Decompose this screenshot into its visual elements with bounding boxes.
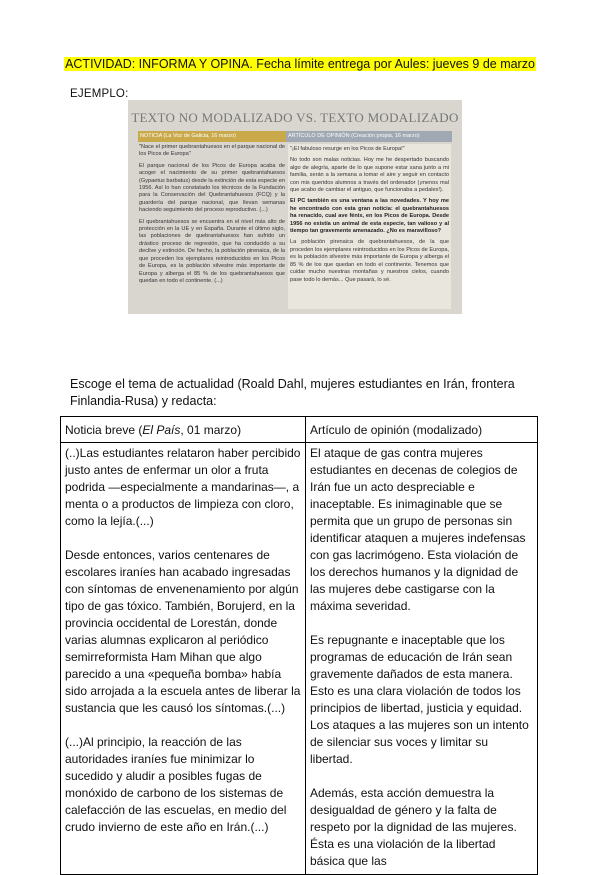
example-left-paragraph: El quebrantahuesos se encuentra en el nivel más alto de protección en la UE y en España. Durante el último siglo, las poblaciones de quebrantahuesos han sufrido un drástico proceso de regresión, que ha conducido a su declive y extinción. De hecho, la población pirenaica, de la que proceden los ejemplares reintroducidos en los Picos de Europa, es la población silvestre más importante de Europa y alberga el 85 % de los quebrantahuesos que quedan en todo el continente. (...) bbox=[139, 218, 285, 284]
example-right-paragraph: El PC también es una ventana a las novedades. Y hoy me he encontrado con esta gran noticia: el quebrantahuesos ha renacido, cual ave fénix, en los Picos de Europa. Desde 1956 no existía un animal de esta especie, tan valioso y al tiempo tan gravemente amenazado. ¿No es maravilloso? bbox=[290, 198, 449, 235]
news-cell bbox=[61, 443, 306, 875]
example-right-paragraph: La población pirenaica de quebrantahuesos, de la que proceden los ejemplares reintroducidos en los Picos de Europa, es la población silvestre más importante de Europa y alberga el 85 % de los que quedan en todo el continente. Tenemos que cuidar mucho nuestras montañas y nuestros cielos, cuando pase todo lo demás... Que pasará, lo sé. bbox=[290, 239, 449, 283]
opinion-paragraph: Es repugnante e inaceptable que los programas de educación de Irán sean gravemente dañados de esta manera. Esto es una clara violación de todos los principios de libertad, justicia y equidad. Los ataques a las mujeres son un intento de silenciar sus voces y limitar su libertad. bbox=[310, 633, 529, 766]
example-image-headers bbox=[138, 131, 452, 142]
table-header-row bbox=[61, 417, 538, 443]
table-body-row bbox=[61, 443, 538, 875]
example-label: EJEMPLO: bbox=[70, 88, 129, 100]
opinion-paragraph: El ataque de gas contra mujeres estudiantes en decenas de colegios de Irán fue un acto despreciable e inaceptable. Es inimaginable que se permita que un grupo de personas sin identificar ataquen a mujeres indefensas con gas lacrimógeno. Esta violación de los derechos humanos y la dignidad de las mujeres debe castigarse con la máxima severidad. bbox=[310, 446, 526, 613]
comparison-table bbox=[60, 416, 538, 875]
header-right-cell: Artículo de opinión (modalizado) bbox=[306, 417, 538, 443]
instruction-text: Escoge el tema de actualidad (Roald Dahl, mujeres estudiantes en Irán, frontera Finlandia-Rusa) y redacta: bbox=[70, 377, 515, 408]
news-paragraph: (...)Al principio, la reacción de las autoridades iraníes fue minimizar lo sucedido y aludir a posibles fugas de monóxido de carbono de los sistemas de calefacción de las escuelas, en medio del crudo invierno de este año en Irán.(...) bbox=[65, 735, 287, 834]
header-left-cell bbox=[61, 417, 306, 443]
news-paragraph: (..)Las estudiantes relataron haber percibido justo antes de enfermar un olor a fruta podrida —especialmente a mandarinas—, a menta o a productos de limpieza con cloro, como la lejía.(...) bbox=[65, 446, 301, 528]
news-paragraph: Desde entonces, varios centenares de escolares iraníes han acabado ingresadas con síntomas de envenenamiento por algún tipo de gas tóxico. También, Borujerd, en la provincia occidental de Lorestán, donde varias alumnas explicaron al periódico semirreformista Ham Mihan que algo parecido a una «pequeña bomba» había sido arrojada a la escuela antes de liberar la sustancia que les causó los síntomas.(...) bbox=[65, 548, 301, 715]
example-left-paragraph: "Nace el primer quebrantahuesos en el parque nacional de los Picos de Europa" bbox=[139, 144, 285, 158]
header-left-prefix: Noticia breve ( bbox=[65, 423, 143, 437]
example-right-paragraph: "¡El fabuloso resurge en los Picos de Europa!" bbox=[290, 146, 405, 152]
example-image bbox=[128, 100, 462, 314]
header-left-source: El País bbox=[142, 423, 181, 437]
opinion-paragraph: Además, esta acción demuestra la desigualdad de género y la falta de respeto por la dignidad de las mujeres. Ésta es una violación de la libertad básica que las bbox=[310, 786, 517, 868]
example-right-paragraph-bold bbox=[290, 198, 449, 235]
example-left-header: NOTICIA (La Voz de Galicia, 16 marzo) bbox=[138, 131, 286, 142]
example-right-header: ARTÍCULO DE OPINIÓN (Creación propia, 16 marzo) bbox=[286, 131, 452, 142]
example-left-column bbox=[139, 144, 285, 309]
opinion-cell bbox=[306, 443, 538, 875]
example-image-title: TEXTO NO MODALIZADO VS. TEXTO MODALIZADO bbox=[131, 110, 459, 125]
activity-highlight: ACTIVIDAD: INFORMA Y OPINA. Fecha límite entrega por Aules: jueves 9 de marzo bbox=[65, 57, 535, 71]
example-right-paragraph: No todo son malas noticias. Hoy me he despertado buscando algo de alegría, aparte de lo que supone estar sana junto a mi familia, serán a la semana a tomar el aire y seguir en contacto con mis queridos alumnos a través del ordenador (¡menos mal que acabo de cambiar el antiguo, que funcionaba a pedales!). bbox=[290, 157, 449, 194]
header-left-suffix: , 01 marzo) bbox=[180, 423, 242, 437]
activity-heading bbox=[0, 57, 600, 71]
example-right-column bbox=[288, 144, 451, 309]
example-left-paragraph: El parque nacional de los Picos de Europa acaba de acoger el nacimiento de su primer quebrantahuesos (Gypaetus barbatus) desde la extinción de esta especie en 1956. Así lo han constatado los técnicos de la Fundación para la Conservación del Quebrantahuesos (FCQ) y la guardería del parque nacional, que llevan semanas haciendo seguimiento del proceso reproductivo. (...) bbox=[139, 162, 285, 214]
